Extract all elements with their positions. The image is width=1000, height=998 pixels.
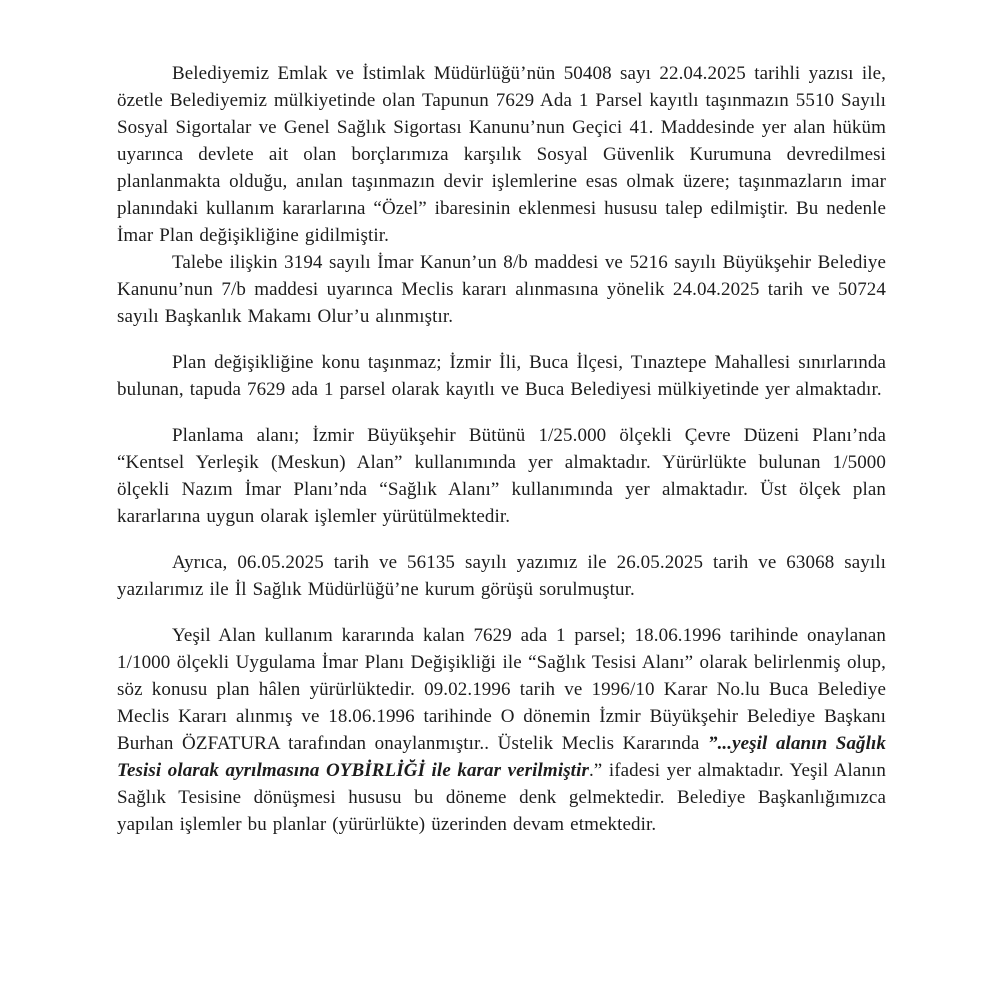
paragraph-kurum-gorusu: Ayrıca, 06.05.2025 tarih ve 56135 sayılı yazımız ile 26.05.2025 tarih ve 63068 sayılı yazılarımız ile İl Sağlık Müdürlüğü’ne kurum görüşü sorulmuştur. <box>117 552 886 600</box>
paragraph-yesil-alan-meclis-karari-quote: ”...yeşil alanın Sağlık Tesisi olarak ayrılmasına OYBİRLİĞİ ile karar verilmiştir <box>117 733 886 781</box>
paragraph-yesil-alan-normal-lead: Yeşil Alan kullanım kararında kalan 7629 ada 1 parsel; 18.06.1996 tarihinde onaylanan 1/1000 ölçekli Uygulama İmar Planı Değişikliği ile “Sağlık Tesisi Alanı” olarak belirlenmiş olup, söz konusu plan hâlen yürürlüktedir. 09.02.1996 tarih ve 1996/10 Karar No.lu Buca Belediye Meclis Kararı alınmış ve 18.06.1996 tarihinde O dönemin İzmir Büyükşehir Belediye Başkanı Burhan ÖZFATURA tarafından onaylanmıştır.. Üstelik Meclis Kararında <box>117 625 886 754</box>
paragraph-baskanlik-oluru: Talebe ilişkin 3194 sayılı İmar Kanun’un 8/b maddesi ve 5216 sayılı Büyükşehir Belediye Kanunu’nun 7/b maddesi uyarınca Meclis kararı alınmasına yönelik 24.04.2025 tarih ve 50724 sayılı Başkanlık Makamı Olur’u alınmıştır. <box>117 252 886 327</box>
paragraph-yesil-alan-tarihce <box>117 622 886 838</box>
paragraph-tasinmaz-konumu: Plan değişikliğine konu taşınmaz; İzmir İli, Buca İlçesi, Tınaztepe Mahallesi sınırlarında bulunan, tapuda 7629 ada 1 parsel olarak kayıtlı ve Buca Belediyesi mülkiyetinde yer almaktadır. <box>117 352 886 400</box>
paragraph-emlak-istimlak-request: Belediyemiz Emlak ve İstimlak Müdürlüğü’nün 50408 sayı 22.04.2025 tarihli yazısı ile, özetle Belediyemiz mülkiyetinde olan Tapunun 7629 Ada 1 Parsel kayıtlı taşınmazın 5510 Sayılı Sosyal Sigortalar ve Genel Sağlık Sigortası Kanunu’nun Geçici 41. Maddesinde yer alan hüküm uyarınca devlete ait olan borçlarımıza karşılık Sosyal Güvenlik Kurumuna devredilmesi planlanmakta olduğu, anılan taşınmazın devir işlemlerine esas olmak üzere; taşınmazların imar planındaki kullanım kararlarına “Özel” ibaresinin eklenmesi hususu talep edilmiştir. Bu nedenle İmar Plan değişikliğine gidilmiştir. <box>117 63 886 246</box>
paragraph-planlama-alani: Planlama alanı; İzmir Büyükşehir Bütünü 1/25.000 ölçekli Çevre Düzeni Planı’nda “Kentsel Yerleşik (Meskun) Alan” kullanımında yer almaktadır. Yürürlükte bulunan 1/5000 ölçekli Nazım İmar Planı’nda “Sağlık Alanı” kullanımında yer almaktadır. Üst ölçek plan kararlarına uygun olarak işlemler yürütülmektedir. <box>117 425 886 527</box>
paragraph-yesil-alan-normal-tail: .” ifadesi yer almaktadır. Yeşil Alanın Sağlık Tesisine dönüşmesi hususu bu döneme denk gelmektedir. Belediye Başkanlığımızca yapılan işlemler bu planlar (yürürlükte) üzerinden devam etmektedir. <box>117 760 886 835</box>
